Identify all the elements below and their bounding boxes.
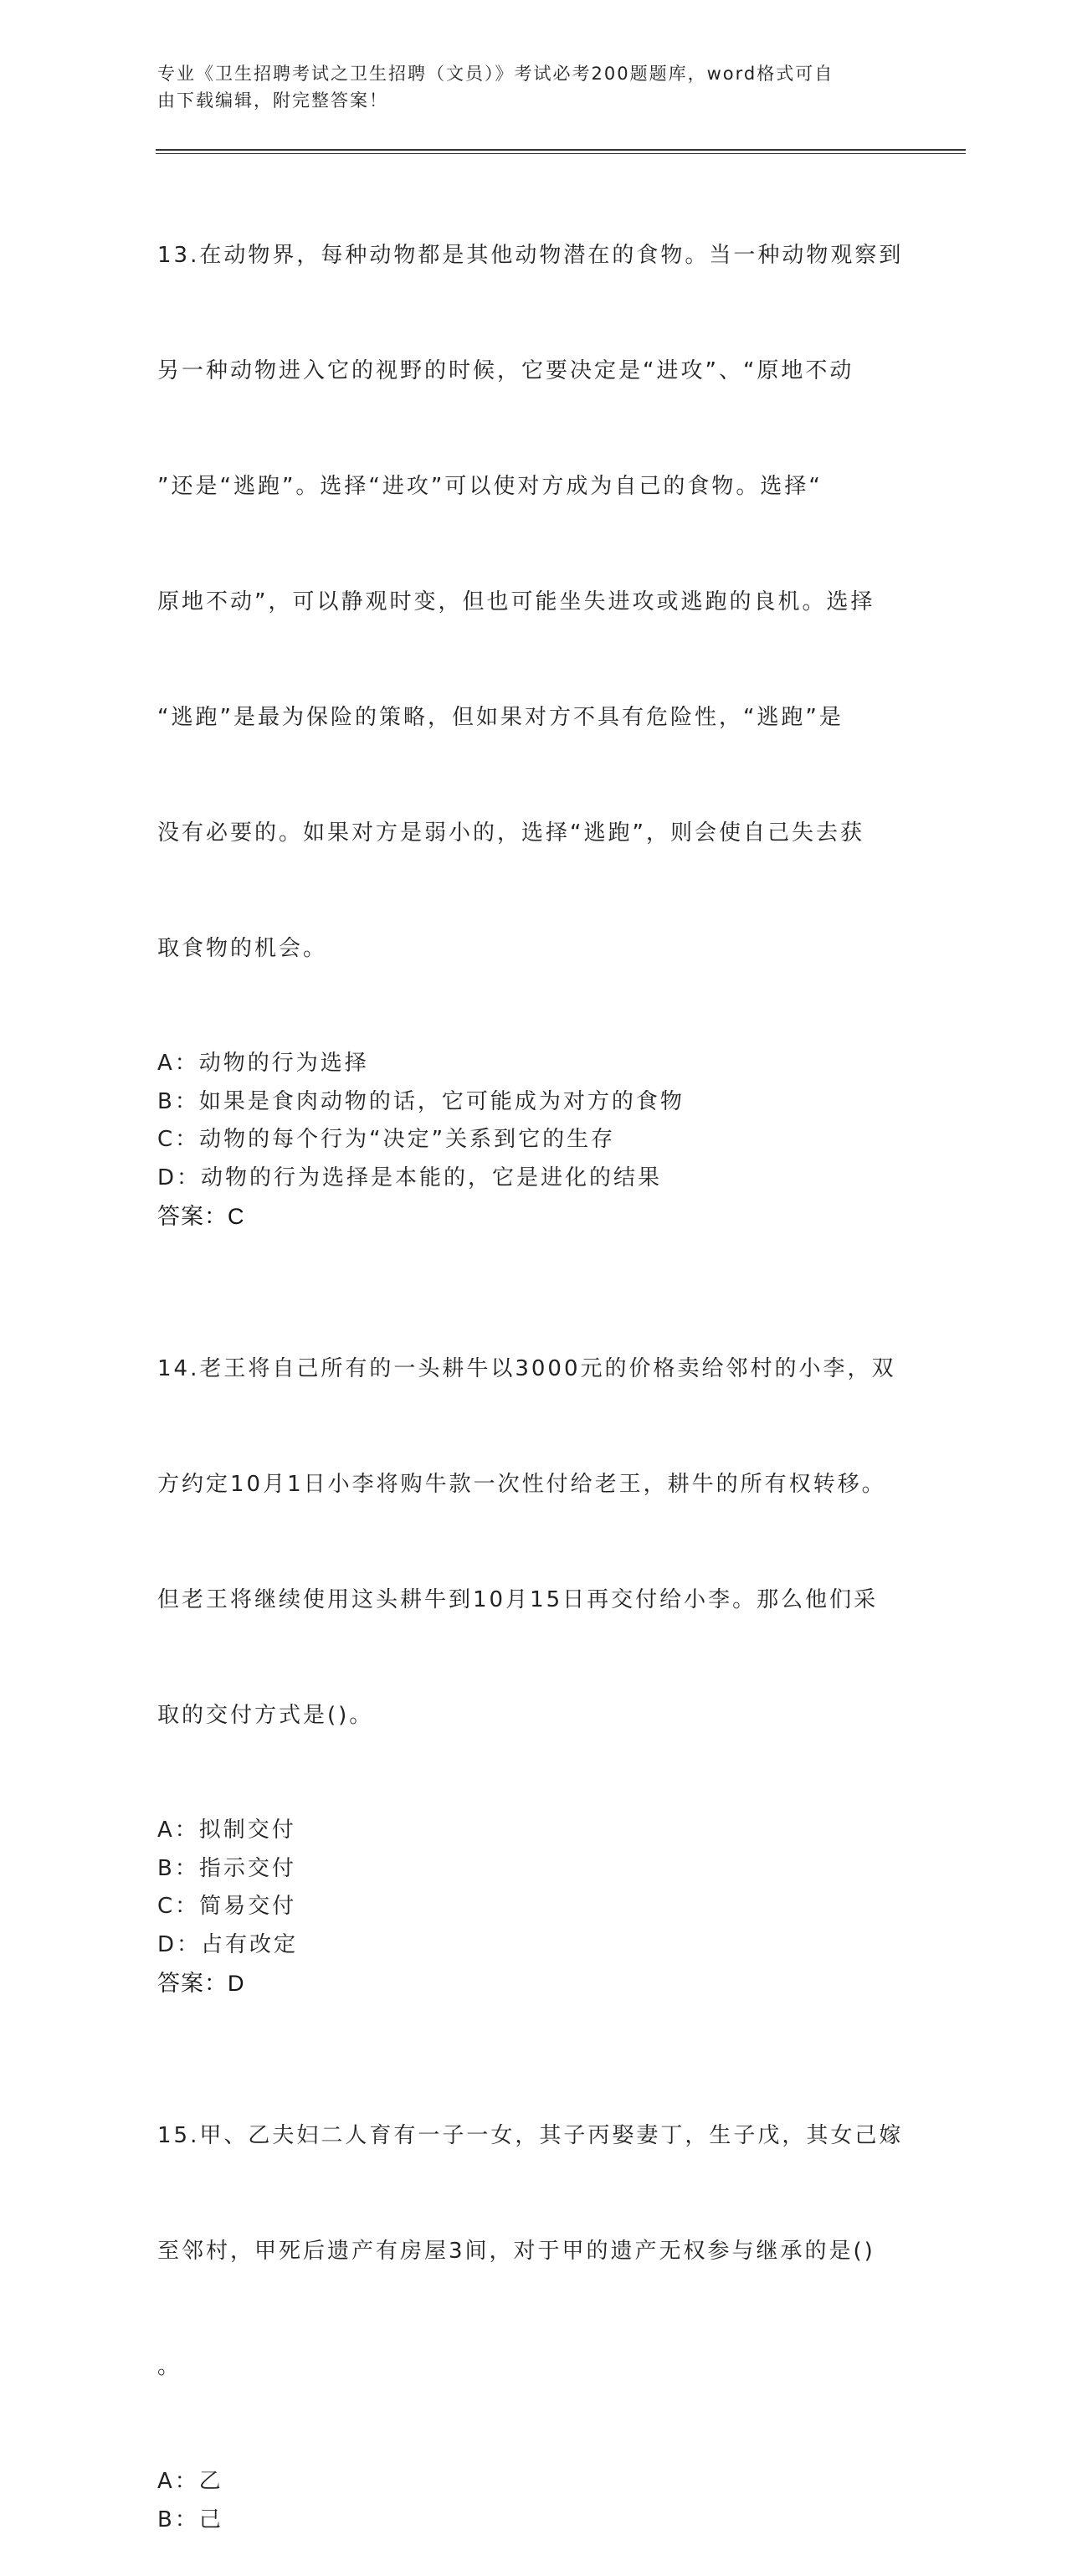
stem-line: 取的交付方式是()。 bbox=[157, 1703, 374, 1728]
stem-line: 14.老王将自己所有的一头耕牛以3000元的价格卖给邻村的小李，双 bbox=[157, 1356, 896, 1381]
option-d: D：动物的行为选择是本能的，它是进化的结果 bbox=[157, 1165, 663, 1190]
stem-line: 方约定10月1日小李将购牛款一次性付给老王，耕牛的所有权转移。 bbox=[157, 1472, 886, 1497]
stem-line: “逃跑”是最为保险的策略，但如果对方不具有危险性，“逃跑”是 bbox=[157, 705, 844, 730]
answer-text: 答案：D bbox=[157, 1971, 245, 1996]
option-d: D：占有改定 bbox=[157, 1931, 299, 1957]
header-divider-thick bbox=[156, 149, 966, 151]
question-stem bbox=[157, 159, 911, 1045]
header-divider-thin bbox=[156, 153, 966, 154]
document-header bbox=[157, 60, 894, 114]
header-line-1: 专业《卫生招聘考试之卫生招聘（文员）》考试必考200题题库，word格式可自 bbox=[157, 64, 834, 84]
option-c: C：动物的每个行为“决定”关系到它的生存 bbox=[157, 1127, 616, 1152]
option-b: B：指示交付 bbox=[157, 1855, 296, 1881]
question-14 bbox=[157, 1273, 911, 2003]
stem-line: 15.甲、乙夫妇二人育有一子一女，其子丙娶妻丁，生子戊，其女己嫁 bbox=[157, 2123, 904, 2148]
option-c: C：简易交付 bbox=[157, 1894, 297, 1919]
question-15 bbox=[157, 2039, 911, 2539]
question-list bbox=[157, 159, 911, 2576]
stem-line: 但老王将继续使用这头耕牛到10月15日再交付给小李。那么他们采 bbox=[157, 1587, 879, 1612]
option-a: A：乙 bbox=[157, 2469, 223, 2494]
option-b: B：己 bbox=[157, 2507, 223, 2532]
stem-line: 。 bbox=[157, 2354, 182, 2379]
option-a: A：拟制交付 bbox=[157, 1818, 296, 1843]
stem-line: 至邻村，甲死后遗产有房屋3间，对于甲的遗产无权参与继承的是() bbox=[157, 2239, 875, 2264]
question-stem bbox=[157, 1273, 911, 1812]
question-13 bbox=[157, 159, 911, 1236]
header-line-2: 由下载编辑，附完整答案！ bbox=[157, 90, 388, 111]
question-stem bbox=[157, 2039, 911, 2463]
stem-line: 取食物的机会。 bbox=[157, 936, 328, 961]
option-a: A：动物的行为选择 bbox=[157, 1051, 369, 1076]
stem-line: 没有必要的。如果对方是弱小的，选择“逃跑”，则会使自己失去获 bbox=[157, 820, 864, 846]
stem-line: 另一种动物进入它的视野的时候，它要决定是“进攻”、“原地不动 bbox=[157, 358, 854, 383]
stem-line: 原地不动”，可以静观时变，但也可能坐失进攻或逃跑的良机。选择 bbox=[157, 589, 875, 614]
stem-line: 13.在动物界，每种动物都是其他动物潜在的食物。当一种动物观察到 bbox=[157, 243, 904, 268]
answer-text: 答案：C bbox=[157, 1204, 245, 1229]
stem-line: ”还是“逃跑”。选择“进攻”可以使对方成为自己的食物。选择“ bbox=[157, 474, 823, 499]
option-b: B：如果是食肉动物的话，它可能成为对方的食物 bbox=[157, 1088, 685, 1114]
